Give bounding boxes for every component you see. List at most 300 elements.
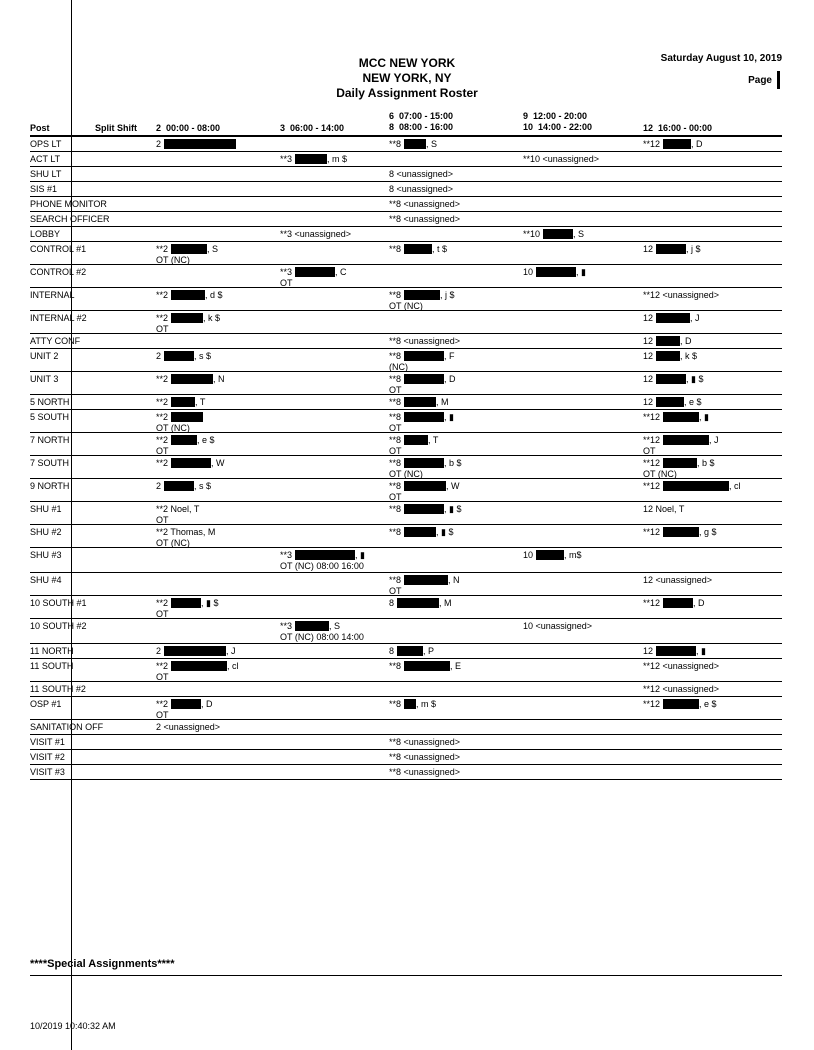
redacted-name — [171, 244, 207, 254]
name-suffix: , s $ — [194, 481, 212, 491]
overtime-note: OT — [280, 278, 293, 288]
post-name: 11 SOUTH #2 — [30, 684, 86, 694]
post-name: 5 NORTH — [30, 397, 70, 407]
roster-row — [30, 735, 782, 750]
name-suffix: , k $ — [680, 351, 698, 361]
shift-assignment — [389, 139, 437, 150]
shift-code: **8 — [389, 290, 402, 300]
overtime-note: OT (NC) — [156, 423, 190, 433]
shift-assignment — [156, 661, 239, 683]
name-suffix: , k $ — [203, 313, 221, 323]
shift-assignment — [643, 481, 741, 492]
name-suffix: , b $ — [697, 458, 715, 468]
shift-assignment — [643, 527, 717, 538]
overtime-note: (NC) — [389, 362, 408, 372]
name-suffix: , cl — [227, 661, 239, 671]
post-name: OPS LT — [30, 139, 62, 149]
shift-code: **2 Thomas, M — [156, 527, 216, 537]
shift-assignment — [389, 527, 453, 538]
name-suffix: , ▮ — [699, 412, 709, 422]
shift-code: 12 — [643, 351, 654, 361]
shift-assignment — [389, 374, 456, 396]
redacted-name — [397, 646, 423, 656]
overtime-note: OT — [389, 492, 402, 502]
shift-code: **12 — [643, 481, 661, 491]
post-name: SHU #2 — [30, 527, 62, 537]
shift-assignment — [643, 699, 717, 710]
name-suffix: , m$ — [564, 550, 582, 560]
name-suffix: , F — [444, 351, 455, 361]
name-suffix: , W — [446, 481, 460, 491]
roster-row — [30, 242, 782, 265]
redacted-name — [171, 290, 205, 300]
name-suffix: , j $ — [686, 244, 701, 254]
redacted-name — [656, 336, 680, 346]
special-assignments-heading: ****Special Assignments**** — [30, 958, 175, 970]
post-name: UNIT 3 — [30, 374, 59, 384]
shift-code: **8 <unassigned> — [389, 767, 461, 777]
shift-code: **2 — [156, 397, 169, 407]
shift-assignment — [280, 229, 351, 240]
redacted-name — [404, 661, 450, 671]
post-name: CONTROL #2 — [30, 267, 87, 277]
shift-code: 10 — [523, 550, 534, 560]
shift-code: **12 — [643, 412, 661, 422]
shift-assignment — [643, 684, 719, 695]
col-shift-12: 12 16:00 - 00:00 — [643, 123, 713, 133]
facility-title: MCC NEW YORK — [358, 56, 456, 70]
roster-row — [30, 479, 782, 502]
shift-code: **2 — [156, 412, 169, 422]
roster-row — [30, 659, 782, 682]
roster-row — [30, 167, 782, 182]
shift-code: **2 Noel, T — [156, 504, 200, 514]
post-name: SANITATION OFF — [30, 722, 104, 732]
shift-code: **8 — [389, 351, 402, 361]
redacted-name — [171, 374, 213, 384]
shift-code: **8 — [389, 374, 402, 384]
redacted-name — [171, 458, 211, 468]
overtime-note: OT — [156, 515, 169, 525]
name-suffix: , S — [207, 244, 219, 254]
shift-code: **12 <unassigned> — [643, 661, 720, 671]
shift-code: 2 <unassigned> — [156, 722, 221, 732]
roster-row — [30, 720, 782, 735]
roster-table — [30, 137, 782, 780]
redacted-name — [171, 435, 197, 445]
name-suffix: , P — [423, 646, 435, 656]
post-name: 11 NORTH — [30, 646, 74, 656]
redacted-name — [397, 598, 439, 608]
shift-assignment — [156, 244, 218, 266]
shift-code: **8 — [389, 412, 402, 422]
redacted-name — [404, 435, 428, 445]
shift-code: **8 — [389, 504, 402, 514]
shift-assignment — [389, 481, 460, 503]
post-name: PHONE MONITOR — [30, 199, 107, 209]
roster-row — [30, 682, 782, 697]
post-name: 7 NORTH — [30, 435, 70, 445]
shift-assignment — [389, 646, 434, 657]
shift-code: **3 — [280, 550, 293, 560]
roster-row — [30, 265, 782, 288]
shift-code: **8 <unassigned> — [389, 752, 461, 762]
redacted-name — [663, 481, 729, 491]
redacted-name — [164, 139, 236, 149]
shift-assignment — [389, 598, 452, 609]
shift-code: 2 — [156, 646, 162, 656]
post-name: SEARCH OFFICER — [30, 214, 110, 224]
redacted-name — [404, 481, 446, 491]
shift-assignment — [643, 598, 705, 609]
redacted-name — [543, 229, 573, 239]
redacted-name — [663, 527, 699, 537]
post-name: OSP #1 — [30, 699, 62, 709]
overtime-note: OT — [389, 423, 402, 433]
shift-code: **12 — [643, 598, 661, 608]
redacted-name — [663, 458, 697, 468]
shift-code: **8 — [389, 435, 402, 445]
overtime-note: OT — [156, 324, 169, 334]
shift-assignment — [643, 351, 697, 362]
shift-assignment — [523, 550, 582, 561]
redacted-name — [171, 397, 195, 407]
redacted-name — [295, 267, 335, 277]
roster-date: Saturday August 10, 2019 — [660, 53, 782, 64]
post-name: SHU #4 — [30, 575, 62, 585]
redacted-name — [404, 412, 444, 422]
roster-row — [30, 456, 782, 479]
overtime-note: OT — [389, 586, 402, 596]
shift-assignment — [156, 397, 205, 408]
shift-assignment — [389, 412, 454, 434]
shift-assignment — [156, 458, 225, 469]
shift-code: **8 <unassigned> — [389, 199, 461, 209]
shift-code: **2 — [156, 374, 169, 384]
name-suffix: , C — [335, 267, 347, 277]
post-name: LOBBY — [30, 229, 61, 239]
name-suffix: , cl — [729, 481, 741, 491]
name-suffix: , e $ — [684, 397, 702, 407]
post-name: 10 SOUTH #2 — [30, 621, 87, 631]
shift-code: **8 <unassigned> — [389, 737, 461, 747]
overtime-note: OT — [389, 446, 402, 456]
roster-row — [30, 395, 782, 410]
post-name: 10 SOUTH #1 — [30, 598, 87, 608]
redacted-name — [164, 351, 194, 361]
shift-assignment — [523, 621, 592, 632]
redacted-name — [164, 646, 226, 656]
shift-assignment — [643, 397, 702, 408]
redacted-name — [663, 598, 693, 608]
name-suffix: , g $ — [699, 527, 717, 537]
name-suffix: , E — [450, 661, 462, 671]
shift-code: **2 — [156, 244, 169, 254]
redacted-name — [404, 290, 440, 300]
overtime-note: OT (NC) 08:00 14:00 — [280, 632, 364, 642]
shift-assignment — [156, 722, 220, 733]
shift-assignment — [156, 374, 225, 385]
shift-code: 12 Noel, T — [643, 504, 685, 514]
name-suffix: , S — [329, 621, 341, 631]
name-suffix: , d $ — [205, 290, 223, 300]
roster-row — [30, 212, 782, 227]
shift-code: **8 — [389, 397, 402, 407]
shift-assignment — [389, 199, 460, 210]
roster-row — [30, 349, 782, 372]
name-suffix: , D — [201, 699, 213, 709]
name-suffix: , W — [211, 458, 225, 468]
shift-assignment — [389, 169, 453, 180]
shift-assignment — [643, 435, 719, 457]
redacted-name — [663, 699, 699, 709]
post-name: 7 SOUTH — [30, 458, 70, 468]
redacted-name — [404, 351, 444, 361]
shift-code: **2 — [156, 313, 169, 323]
redacted-name — [171, 661, 227, 671]
shift-code: **2 — [156, 290, 169, 300]
shift-code: 12 — [643, 646, 654, 656]
shift-assignment — [643, 313, 700, 324]
overtime-note: OT — [643, 446, 656, 456]
name-suffix: , t $ — [432, 244, 448, 254]
roster-row — [30, 433, 782, 456]
shift-assignment — [156, 290, 223, 301]
shift-code: **12 — [643, 699, 661, 709]
redacted-name — [295, 154, 327, 164]
shift-assignment — [156, 699, 213, 721]
shift-code: 2 — [156, 139, 162, 149]
shift-assignment — [643, 458, 715, 480]
shift-code: **8 — [389, 139, 402, 149]
print-timestamp: 10/2019 10:40:32 AM — [30, 1021, 116, 1031]
shift-code: 10 <unassigned> — [523, 621, 593, 631]
redacted-name — [656, 374, 686, 384]
overtime-note: OT (NC) — [389, 301, 423, 311]
shift-assignment — [389, 435, 438, 457]
shift-assignment — [389, 458, 462, 480]
roster-row — [30, 334, 782, 349]
shift-assignment — [156, 598, 218, 620]
shift-code: **12 <unassigned> — [643, 684, 720, 694]
overtime-note: OT (NC) 08:00 16:00 — [280, 561, 364, 571]
roster-row — [30, 137, 782, 152]
shift-code: **8 — [389, 244, 402, 254]
name-suffix: , ▮ $ — [201, 598, 219, 608]
shift-code: 12 — [643, 374, 654, 384]
shift-code: 12 <unassigned> — [643, 575, 713, 585]
shift-assignment — [389, 214, 460, 225]
name-suffix: , b $ — [444, 458, 462, 468]
col-shift-6: 6 07:00 - 15:00 — [389, 111, 454, 121]
overtime-note: OT — [156, 710, 169, 720]
redacted-name — [404, 139, 426, 149]
col-shift-9: 9 12:00 - 20:00 — [523, 111, 588, 121]
name-suffix: , e $ — [699, 699, 717, 709]
shift-code: 12 — [643, 336, 654, 346]
post-name: CONTROL #1 — [30, 244, 87, 254]
roster-title: Daily Assignment Roster — [336, 86, 478, 100]
redacted-name — [656, 244, 686, 254]
name-suffix: , ▮ $ — [686, 374, 704, 384]
col-shift-10: 10 14:00 - 22:00 — [523, 122, 593, 132]
overtime-note: OT — [156, 609, 169, 619]
shift-code: **8 — [389, 527, 402, 537]
shift-code: **2 — [156, 435, 169, 445]
roster-row — [30, 182, 782, 197]
shift-assignment — [643, 412, 709, 423]
redacted-name — [404, 575, 448, 585]
name-suffix: , T — [195, 397, 206, 407]
roster-row — [30, 525, 782, 548]
shift-code: 12 — [643, 244, 654, 254]
col-shift-8: 8 08:00 - 16:00 — [389, 122, 454, 132]
post-name: ACT LT — [30, 154, 61, 164]
redacted-name — [536, 267, 576, 277]
overtime-note: OT (NC) — [389, 469, 423, 479]
col-shift-2: 2 00:00 - 08:00 — [156, 123, 221, 133]
name-suffix: , D — [444, 374, 456, 384]
shift-code: **12 — [643, 458, 661, 468]
shift-assignment — [156, 412, 203, 434]
roster-row — [30, 288, 782, 311]
shift-code: **10 — [523, 229, 541, 239]
shift-assignment — [389, 661, 461, 672]
overtime-note: OT (NC) — [643, 469, 677, 479]
redacted-name — [663, 139, 691, 149]
name-suffix: , D — [693, 598, 705, 608]
redacted-name — [536, 550, 564, 560]
shift-assignment — [523, 267, 586, 278]
shift-code: **2 — [156, 598, 169, 608]
col-post: Post — [30, 123, 50, 133]
redacted-name — [404, 699, 416, 709]
shift-assignment — [156, 351, 211, 362]
redacted-name — [171, 598, 201, 608]
post-name: UNIT 2 — [30, 351, 59, 361]
shift-assignment — [389, 699, 436, 710]
roster-row — [30, 372, 782, 395]
shift-code: **12 — [643, 527, 661, 537]
shift-assignment — [389, 244, 447, 255]
name-suffix: , s $ — [194, 351, 212, 361]
shift-assignment — [280, 267, 347, 289]
facility-location: NEW YORK, NY — [362, 71, 452, 85]
roster-row — [30, 573, 782, 596]
shift-code: **12 — [643, 435, 661, 445]
roster-row — [30, 197, 782, 212]
shift-assignment — [280, 154, 347, 165]
shift-code: **2 — [156, 661, 169, 671]
post-name: SHU LT — [30, 169, 62, 179]
page-label: Page — [748, 75, 772, 86]
post-name: INTERNAL — [30, 290, 75, 300]
shift-code: 2 — [156, 351, 162, 361]
shift-assignment — [280, 550, 365, 572]
redacted-name — [171, 699, 201, 709]
shift-assignment — [643, 575, 712, 586]
roster-row — [30, 502, 782, 525]
name-suffix: , ▮ — [444, 412, 454, 422]
name-suffix: , ▮ — [696, 646, 706, 656]
roster-row — [30, 697, 782, 720]
shift-assignment — [156, 504, 199, 526]
overtime-note: OT — [389, 385, 402, 395]
roster-row — [30, 765, 782, 780]
shift-code: 8 — [389, 646, 395, 656]
shift-assignment — [643, 139, 703, 150]
name-suffix: , T — [428, 435, 439, 445]
shift-code: 8 <unassigned> — [389, 184, 454, 194]
overtime-note: OT (NC) — [156, 538, 190, 548]
redacted-name — [663, 435, 709, 445]
shift-assignment — [156, 527, 215, 549]
shift-code: **10 <unassigned> — [523, 154, 600, 164]
redacted-name — [656, 351, 680, 361]
name-suffix: , S — [426, 139, 438, 149]
shift-assignment — [643, 336, 692, 347]
shift-assignment — [643, 504, 684, 515]
shift-code: **8 <unassigned> — [389, 336, 461, 346]
name-suffix: , ▮ — [576, 267, 586, 277]
roster-row — [30, 311, 782, 334]
redacted-name — [171, 412, 203, 422]
shift-assignment — [643, 290, 719, 301]
shift-code: **8 — [389, 699, 402, 709]
name-suffix: , m $ — [416, 699, 437, 709]
col-split-shift: Split Shift — [95, 123, 137, 133]
roster-row — [30, 596, 782, 619]
shift-assignment — [523, 229, 584, 240]
shift-assignment — [643, 646, 706, 657]
shift-assignment — [389, 184, 453, 195]
shift-assignment — [280, 621, 364, 643]
shift-assignment — [389, 752, 460, 763]
overtime-note: OT — [156, 672, 169, 682]
name-suffix: , J — [226, 646, 236, 656]
shift-code: 12 — [643, 313, 654, 323]
shift-code: **3 — [280, 621, 293, 631]
shift-code: **2 — [156, 458, 169, 468]
shift-code: **8 — [389, 481, 402, 491]
post-name: VISIT #3 — [30, 767, 65, 777]
shift-code: **3 <unassigned> — [280, 229, 352, 239]
shift-code: **8 <unassigned> — [389, 214, 461, 224]
redacted-name — [656, 646, 696, 656]
roster-row — [30, 619, 782, 644]
redacted-name — [404, 397, 436, 407]
shift-assignment — [389, 575, 460, 597]
roster-row — [30, 152, 782, 167]
name-suffix: , J — [690, 313, 700, 323]
name-suffix: , D — [680, 336, 692, 346]
shift-assignment — [643, 661, 719, 672]
redacted-name — [656, 313, 690, 323]
shift-assignment — [156, 313, 220, 335]
shift-code: 10 — [523, 267, 534, 277]
shift-assignment — [389, 397, 449, 408]
post-name: INTERNAL #2 — [30, 313, 87, 323]
shift-code: 12 — [643, 397, 654, 407]
shift-code: **3 — [280, 267, 293, 277]
shift-assignment — [389, 336, 460, 347]
page-number-redaction — [777, 71, 780, 89]
redacted-name — [404, 504, 444, 514]
shift-code: **8 — [389, 661, 402, 671]
post-name: SHU #1 — [30, 504, 62, 514]
name-suffix: , J — [709, 435, 719, 445]
redacted-name — [663, 412, 699, 422]
